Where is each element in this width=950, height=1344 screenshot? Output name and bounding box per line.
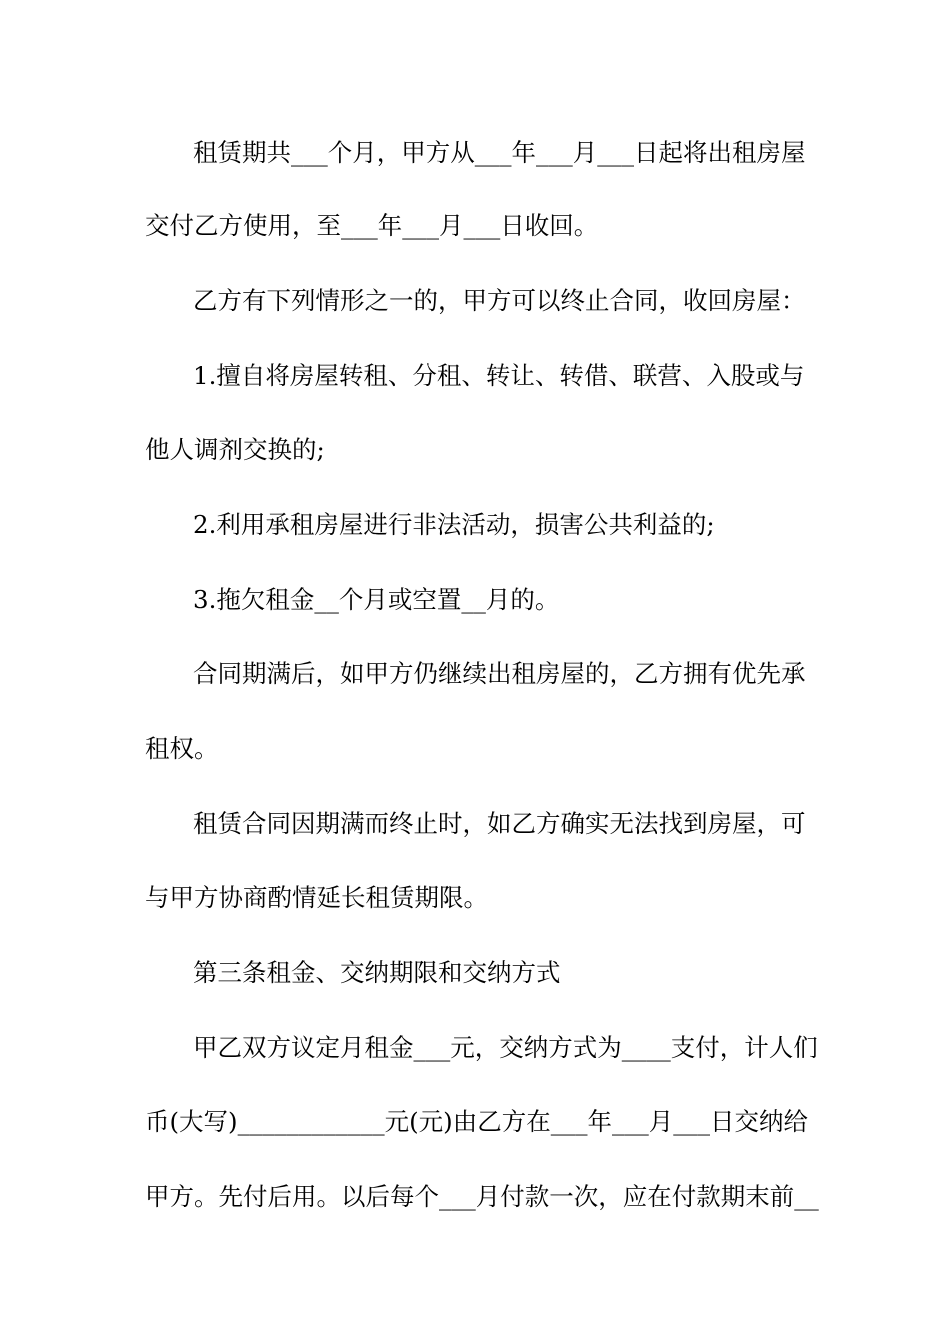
text-line: 与甲方协商酌情延长租赁期限。 bbox=[145, 883, 488, 912]
text-line: 甲方。先付后用。以后每个___月付款一次，应在付款期末前__ bbox=[145, 1182, 819, 1211]
text-line: 2.利用承租房屋进行非法活动，损害公共利益的; bbox=[193, 510, 715, 539]
text-line: 交付乙方使用，至___年___月___日收回。 bbox=[145, 211, 599, 240]
text-line: 甲乙双方议定月租金___元，交纳方式为____支付，计人们 bbox=[193, 1033, 818, 1062]
text-line: 租权。 bbox=[145, 734, 219, 763]
text-line: 他人调剂交换的; bbox=[145, 435, 325, 464]
text-line: 币(大写)____________元(元)由乙方在___年___月___日交纳给 bbox=[145, 1107, 808, 1136]
text-line: 乙方有下列情形之一的，甲方可以终止合同，收回房屋： bbox=[193, 286, 806, 315]
text-line: 3.拖欠租金__个月或空置__月的。 bbox=[193, 585, 560, 614]
text-line: 租赁期共___个月，甲方从___年___月___日起将出租房屋 bbox=[193, 138, 806, 167]
text-line: 合同期满后，如甲方仍继续出租房屋的，乙方拥有优先承 bbox=[193, 659, 806, 688]
section-heading: 第三条租金、交纳期限和交纳方式 bbox=[193, 958, 561, 987]
text-line: 租赁合同因期满而终止时，如乙方确实无法找到房屋，可 bbox=[193, 809, 806, 838]
text-line: 1.擅自将房屋转租、分租、转让、转借、联营、入股或与 bbox=[193, 361, 805, 390]
